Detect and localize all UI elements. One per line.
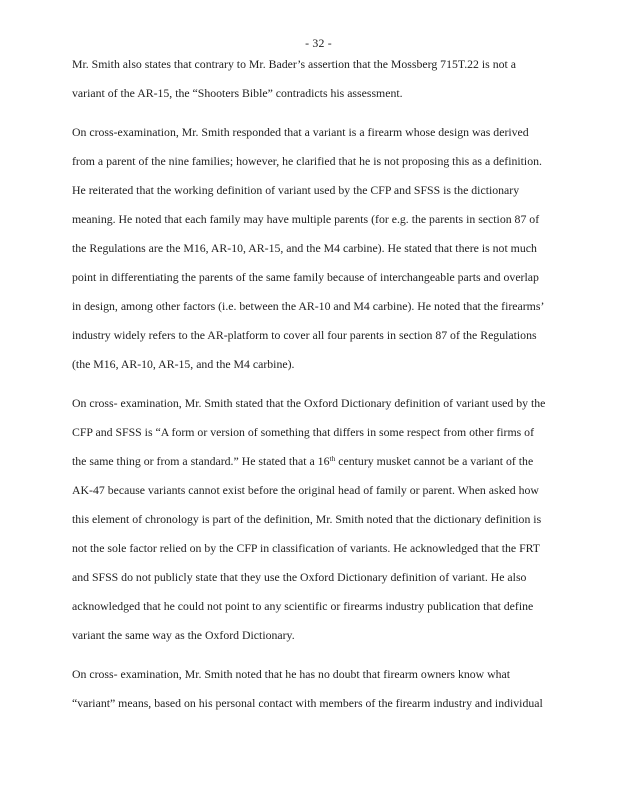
text-line: variant the same way as the Oxford Dictionary. <box>72 628 295 642</box>
text-line: On cross- examination, Mr. Smith noted that he has no doubt that firearm owners know what <box>72 667 511 681</box>
text-line: He reiterated that the working definition of variant used by the CFP and SFSS is the dictionary <box>72 183 520 197</box>
text-segment: century musket cannot be a variant of the <box>335 454 534 468</box>
text-line: and SFSS do not publicly state that they use the Oxford Dictionary definition of variant. He also <box>72 570 527 584</box>
page-number: - 32 - <box>305 36 332 50</box>
text-segment: the same thing or from a standard.” He stated that a 16 <box>72 454 330 468</box>
text-line: On cross- examination, Mr. Smith stated that the Oxford Dictionary definition of variant used by the <box>72 396 546 410</box>
text-line: CFP and SFSS is “A form or version of something that differs in some respect from other firms of <box>72 425 534 439</box>
text-line: from a parent of the nine families; however, he clarified that he is not proposing this as a definition. <box>72 154 542 168</box>
text-line: variant of the AR-15, the “Shooters Bible” contradicts his assessment. <box>72 86 403 100</box>
paragraph-4 <box>72 660 573 718</box>
superscript-ordinal: th <box>329 454 336 463</box>
text-line: (the M16, AR-10, AR-15, and the M4 carbine). <box>72 357 295 371</box>
paragraph-1 <box>72 50 573 108</box>
text-line: acknowledged that he could not point to any scientific or firearms industry publication that define <box>72 599 534 613</box>
text-line: in design, among other factors (i.e. between the AR-10 and M4 carbine). He noted that the firearms’ <box>72 299 545 313</box>
text-line: the Regulations are the M16, AR-10, AR-15, and the M4 carbine). He stated that there is not much <box>72 241 537 255</box>
text-line: industry widely refers to the AR-platform to cover all four parents in section 87 of the Regulations <box>72 328 537 342</box>
text-line: meaning. He noted that each family may have multiple parents (for e.g. the parents in section 87 of <box>72 212 540 226</box>
text-line: not the sole factor relied on by the CFP in classification of variants. He acknowledged that the FRT <box>72 541 540 555</box>
text-line: AK-47 because variants cannot exist before the original head of family or parent. When asked how <box>72 483 539 497</box>
paragraph-2 <box>72 118 573 379</box>
text-line: “variant” means, based on his personal contact with members of the firearm industry and individual <box>72 696 543 710</box>
text-line: this element of chronology is part of the definition, Mr. Smith noted that the dictionary definition is <box>72 512 542 526</box>
text-line <box>72 447 573 476</box>
text-line: point in differentiating the parents of the same family because of interchangeable parts and overlap <box>72 270 539 284</box>
text-line: Mr. Smith also states that contrary to Mr. Bader’s assertion that the Mossberg 715T.22 is not a <box>72 57 516 71</box>
text-line: On cross-examination, Mr. Smith responded that a variant is a firearm whose design was derived <box>72 125 529 139</box>
paragraph-3 <box>72 389 573 650</box>
